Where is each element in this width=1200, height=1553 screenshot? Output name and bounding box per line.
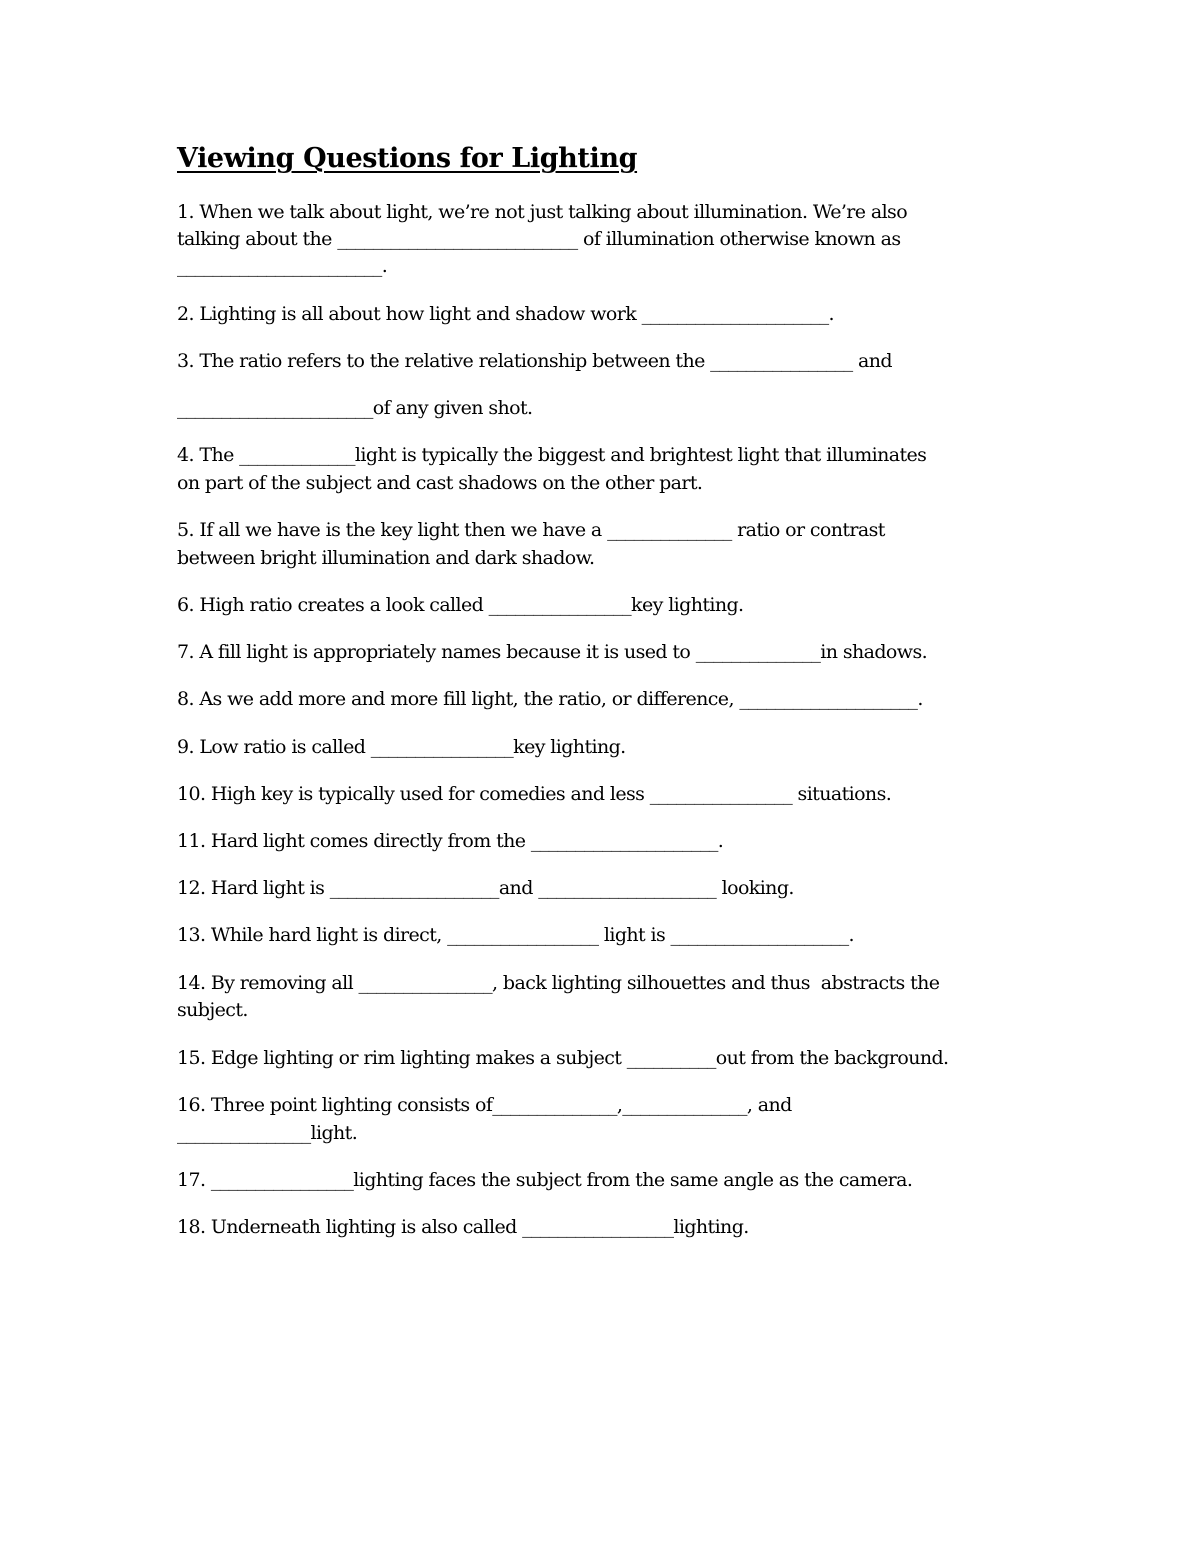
question-8-line-1: 8. As we add more and more fill light, the ratio, or difference, ____________________. — [177, 688, 923, 710]
question-18-line-1: 18. Underneath lighting is also called _________________lighting. — [177, 1216, 749, 1238]
question-1-line-3: _______________________. — [177, 255, 388, 277]
question-6-line-1: 6. High ratio creates a look called ________________key lighting. — [177, 594, 744, 616]
question-12-line-1: 12. Hard light is ___________________and ____________________ looking. — [177, 877, 794, 899]
question-13-line-1: 13. While hard light is direct, _________________ light is ____________________. — [177, 924, 854, 946]
question-3-line-2: ______________________of any given shot. — [177, 397, 533, 419]
question-14-line-1: 14. By removing all _______________, back lighting silhouettes and thus abstracts the — [177, 972, 940, 994]
question-16-line-1: 16. Three point lighting consists of______________,______________, and — [177, 1094, 792, 1116]
question-4-line-1: 4. The _____________light is typically the biggest and brightest light that illuminates — [177, 444, 927, 466]
question-5-line-2: between bright illumination and dark shadow. — [177, 547, 595, 569]
question-16-line-2: _______________light. — [177, 1122, 358, 1144]
question-9-line-1: 9. Low ratio is called ________________key lighting. — [177, 736, 626, 758]
question-1-line-1: 1. When we talk about light, we’re not just talking about illumination. We’re also — [177, 201, 908, 223]
question-7-line-1: 7. A fill light is appropriately names because it is used to ______________in shadows. — [177, 641, 928, 663]
question-17-line-1: 17. ________________lighting faces the subject from the same angle as the camera. — [177, 1169, 913, 1191]
question-15-line-1: 15. Edge lighting or rim lighting makes a subject __________out from the background. — [177, 1047, 949, 1069]
question-1-line-2: talking about the ___________________________ of illumination otherwise known as — [177, 228, 901, 250]
question-14-line-2: subject. — [177, 999, 248, 1021]
question-2-line-1: 2. Lighting is all about how light and shadow work _____________________. — [177, 303, 834, 325]
question-3-line-1: 3. The ratio refers to the relative relationship between the ________________ and — [177, 350, 892, 372]
question-4-line-2: on part of the subject and cast shadows on the other part. — [177, 472, 703, 494]
question-5-line-1: 5. If all we have is the key light then we have a ______________ ratio or contrast — [177, 519, 885, 541]
page-title: Viewing Questions for Lighting — [177, 143, 638, 174]
question-10-line-1: 10. High key is typically used for comedies and less ________________ situations. — [177, 783, 892, 805]
question-11-line-1: 11. Hard light comes directly from the _____________________. — [177, 830, 724, 852]
